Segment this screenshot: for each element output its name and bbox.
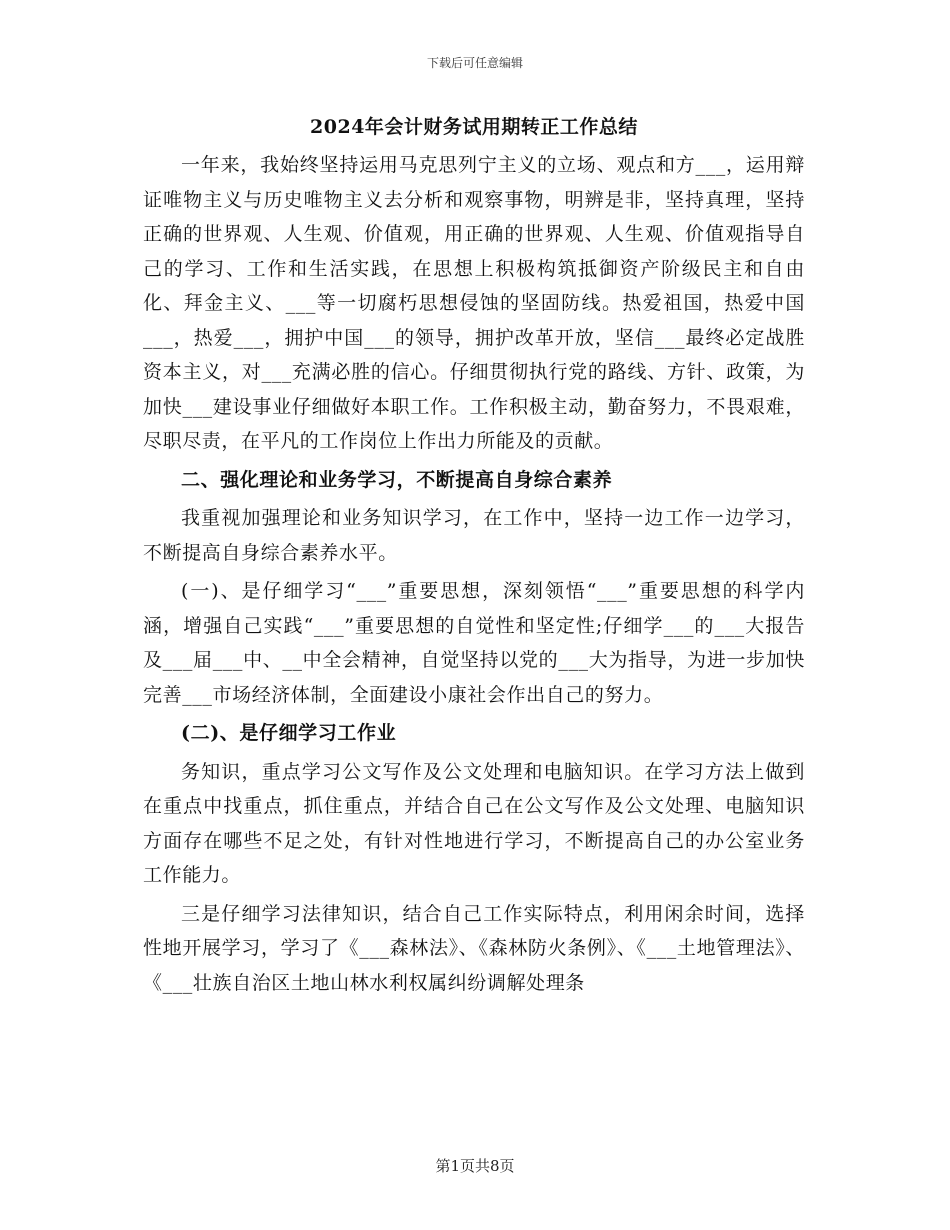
paragraph-5: 三是仔细学习法律知识，结合自己工作实际特点，利用闲余时间，选择性地开展学习，学习了《___森林法》、《森林防火条例》、《___土地管理法》、《___壮族自治区土地山林水利权属纠纷调解处理条 bbox=[143, 902, 805, 994]
paragraph-2: 我重视加强理论和业务知识学习，在工作中，坚持一边工作一边学习，不断提高自身综合素养水平。 bbox=[143, 507, 805, 564]
paragraph-3: (一)、是仔细学习“___”重要思想，深刻领悟“___”重要思想的科学内涵，增强自己实践“___”重要思想的自觉性和坚定性;仔细学___的___大报告及___届___中、__中全会精神，自觉坚持以党的___大为指导，为进一步加快完善___市场经济体制，全面建设小康社会作出自己的努力。 bbox=[143, 580, 805, 706]
subsection-heading-2: (二)、是仔细学习工作业 bbox=[181, 722, 397, 744]
paragraph-1: 一年来，我始终坚持运用马克思列宁主义的立场、观点和方___，运用辩证唯物主义与历史唯物主义去分析和观察事物，明辨是非，坚持真理，坚持正确的世界观、人生观、价值观，用正确的世界观、人生观、价值观指导自己的学习、工作和生活实践，在思想上积极构筑抵御资产阶级民主和自由化、拜金主义、___等一切腐朽思想侵蚀的坚固防线。热爱祖国，热爱中国___，热爱___，拥护中国___的领导，拥护改革开放，坚信___最终必定战胜资本主义，对___充满必胜的信心。仔细贯彻执行党的路线、方针、政策，为加快___建设事业仔细做好本职工作。工作积极主动，勤奋努力，不畏艰难，尽职尽责，在平凡的工作岗位上作出力所能及的贡献。 bbox=[143, 154, 805, 452]
header-note: 下载后可任意编辑 bbox=[426, 56, 523, 70]
document-title: 2024年会计财务试用期转正工作总结 bbox=[310, 116, 638, 138]
section-heading-2: 二、强化理论和业务学习，不断提高自身综合素养 bbox=[181, 468, 613, 491]
document-body bbox=[143, 110, 805, 1004]
paragraph-4: 务知识，重点学习公文写作及公文处理和电脑知识。在学习方法上做到在重点中找重点，抓住重点，并结合自己在公文写作及公文处理、电脑知识方面存在哪些不足之处，有针对性地进行学习，不断提高自己的办公室业务工作能力。 bbox=[143, 760, 805, 886]
page-number: 第1页共8页 bbox=[435, 1157, 515, 1175]
